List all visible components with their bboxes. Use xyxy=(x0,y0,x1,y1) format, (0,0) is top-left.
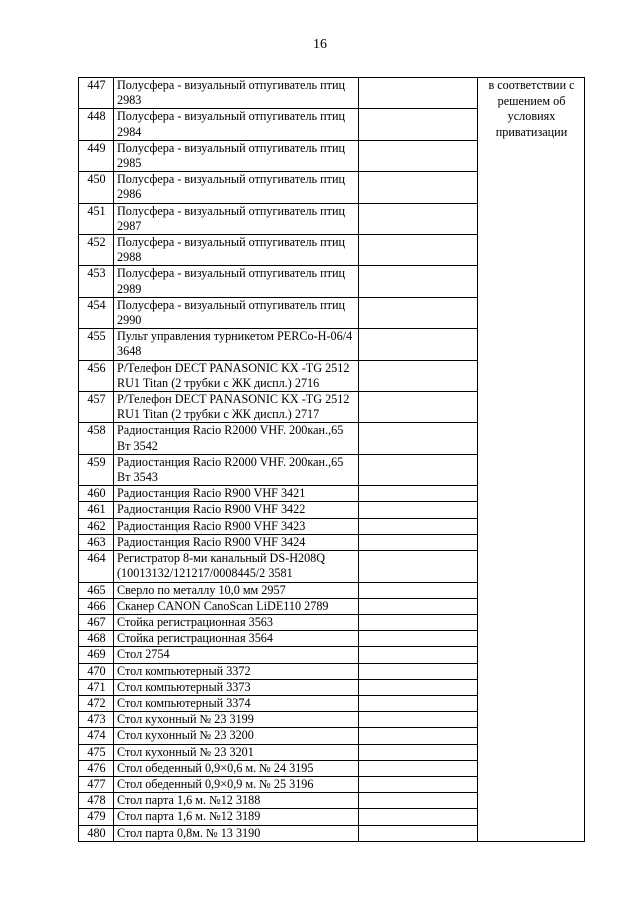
item-name: Стол компьютерный 3372 xyxy=(114,663,359,679)
empty-cell xyxy=(359,744,478,760)
empty-cell xyxy=(359,518,478,534)
empty-cell xyxy=(359,647,478,663)
item-name: Стойка регистрационная 3564 xyxy=(114,631,359,647)
empty-cell xyxy=(359,78,478,109)
empty-cell xyxy=(359,297,478,328)
empty-cell xyxy=(359,679,478,695)
row-number: 453 xyxy=(79,266,114,297)
row-number: 475 xyxy=(79,744,114,760)
row-number: 480 xyxy=(79,825,114,841)
item-name: Сканер CANON CanoScan LiDE110 2789 xyxy=(114,598,359,614)
row-number: 464 xyxy=(79,551,114,582)
empty-cell xyxy=(359,695,478,711)
row-number: 468 xyxy=(79,631,114,647)
empty-cell xyxy=(359,614,478,630)
row-number: 450 xyxy=(79,172,114,203)
page-number: 16 xyxy=(313,37,327,52)
table-row xyxy=(79,78,585,109)
empty-cell xyxy=(359,582,478,598)
item-name: Р/Телефон DECT PANASONIC KX -TG 2512 RU1 Titan (2 трубки с ЖК диспл.) 2717 xyxy=(114,392,359,423)
empty-cell xyxy=(359,760,478,776)
row-number: 455 xyxy=(79,329,114,360)
property-table xyxy=(78,77,585,842)
empty-cell xyxy=(359,631,478,647)
row-number: 448 xyxy=(79,109,114,140)
item-name: Регистратор 8-ми канальный DS-H208Q (10013132/121217/0008445/2 3581 xyxy=(114,551,359,582)
empty-cell xyxy=(359,534,478,550)
row-number: 451 xyxy=(79,203,114,234)
row-number: 472 xyxy=(79,695,114,711)
row-number: 460 xyxy=(79,486,114,502)
item-name: Сверло по металлу 10,0 мм 2957 xyxy=(114,582,359,598)
row-number: 462 xyxy=(79,518,114,534)
row-number: 449 xyxy=(79,140,114,171)
item-name: Радиостанция Racio R900 VHF 3423 xyxy=(114,518,359,534)
empty-cell xyxy=(359,454,478,485)
row-number: 463 xyxy=(79,534,114,550)
row-number: 447 xyxy=(79,78,114,109)
item-name: Стол 2754 xyxy=(114,647,359,663)
item-name: Полусфера - визуальный отпугиватель птиц 2988 xyxy=(114,235,359,266)
row-number: 461 xyxy=(79,502,114,518)
item-name: Полусфера - визуальный отпугиватель птиц 2985 xyxy=(114,140,359,171)
empty-cell xyxy=(359,486,478,502)
item-name: Полусфера - визуальный отпугиватель птиц 2983 xyxy=(114,78,359,109)
empty-cell xyxy=(359,551,478,582)
item-name: Стол парта 1,6 м. №12 3189 xyxy=(114,809,359,825)
item-name: Р/Телефон DECT PANASONIC KX -TG 2512 RU1 Titan (2 трубки с ЖК диспл.) 2716 xyxy=(114,360,359,391)
row-number: 470 xyxy=(79,663,114,679)
item-name: Полусфера - визуальный отпугиватель птиц 2987 xyxy=(114,203,359,234)
item-name: Стол компьютерный 3373 xyxy=(114,679,359,695)
item-name: Полусфера - визуальный отпугиватель птиц 2986 xyxy=(114,172,359,203)
row-number: 467 xyxy=(79,614,114,630)
item-name: Полусфера - визуальный отпугиватель птиц 2989 xyxy=(114,266,359,297)
row-number: 478 xyxy=(79,793,114,809)
item-name: Стол кухонный № 23 3201 xyxy=(114,744,359,760)
empty-cell xyxy=(359,109,478,140)
item-name: Радиостанция Racio R2000 VHF. 200кан.,65 Вт 3543 xyxy=(114,454,359,485)
empty-cell xyxy=(359,423,478,454)
row-number: 479 xyxy=(79,809,114,825)
item-name: Полусфера - визуальный отпугиватель птиц 2990 xyxy=(114,297,359,328)
row-number: 452 xyxy=(79,235,114,266)
empty-cell xyxy=(359,329,478,360)
item-name: Стол обеденный 0,9×0,9 м. № 25 3196 xyxy=(114,776,359,792)
empty-cell xyxy=(359,266,478,297)
empty-cell xyxy=(359,793,478,809)
empty-cell xyxy=(359,712,478,728)
empty-cell xyxy=(359,502,478,518)
item-name: Радиостанция Racio R900 VHF 3422 xyxy=(114,502,359,518)
row-number: 465 xyxy=(79,582,114,598)
row-number: 469 xyxy=(79,647,114,663)
item-name: Полусфера - визуальный отпугиватель птиц 2984 xyxy=(114,109,359,140)
row-number: 459 xyxy=(79,454,114,485)
row-number: 456 xyxy=(79,360,114,391)
row-number: 457 xyxy=(79,392,114,423)
empty-cell xyxy=(359,203,478,234)
row-number: 473 xyxy=(79,712,114,728)
empty-cell xyxy=(359,728,478,744)
item-name: Радиостанция Racio R900 VHF 3421 xyxy=(114,486,359,502)
item-name: Стол парта 0,8м. № 13 3190 xyxy=(114,825,359,841)
row-number: 474 xyxy=(79,728,114,744)
item-name: Радиостанция Racio R2000 VHF. 200кан.,65 Вт 3542 xyxy=(114,423,359,454)
item-name: Стол компьютерный 3374 xyxy=(114,695,359,711)
row-number: 458 xyxy=(79,423,114,454)
empty-cell xyxy=(359,360,478,391)
item-name: Стойка регистрационная 3563 xyxy=(114,614,359,630)
item-name: Стол обеденный 0,9×0,6 м. № 24 3195 xyxy=(114,760,359,776)
row-number: 471 xyxy=(79,679,114,695)
empty-cell xyxy=(359,776,478,792)
row-number: 477 xyxy=(79,776,114,792)
item-name: Стол парта 1,6 м. №12 3188 xyxy=(114,793,359,809)
row-number: 476 xyxy=(79,760,114,776)
empty-cell xyxy=(359,663,478,679)
item-name: Пульт управления турникетом PERCo-H-06/4 3648 xyxy=(114,329,359,360)
privatization-note: в соответствии с решением об условиях приватизации xyxy=(478,78,585,842)
empty-cell xyxy=(359,235,478,266)
row-number: 466 xyxy=(79,598,114,614)
empty-cell xyxy=(359,140,478,171)
item-name: Стол кухонный № 23 3200 xyxy=(114,728,359,744)
row-number: 454 xyxy=(79,297,114,328)
empty-cell xyxy=(359,809,478,825)
item-name: Стол кухонный № 23 3199 xyxy=(114,712,359,728)
empty-cell xyxy=(359,825,478,841)
empty-cell xyxy=(359,172,478,203)
empty-cell xyxy=(359,392,478,423)
item-name: Радиостанция Racio R900 VHF 3424 xyxy=(114,534,359,550)
empty-cell xyxy=(359,598,478,614)
